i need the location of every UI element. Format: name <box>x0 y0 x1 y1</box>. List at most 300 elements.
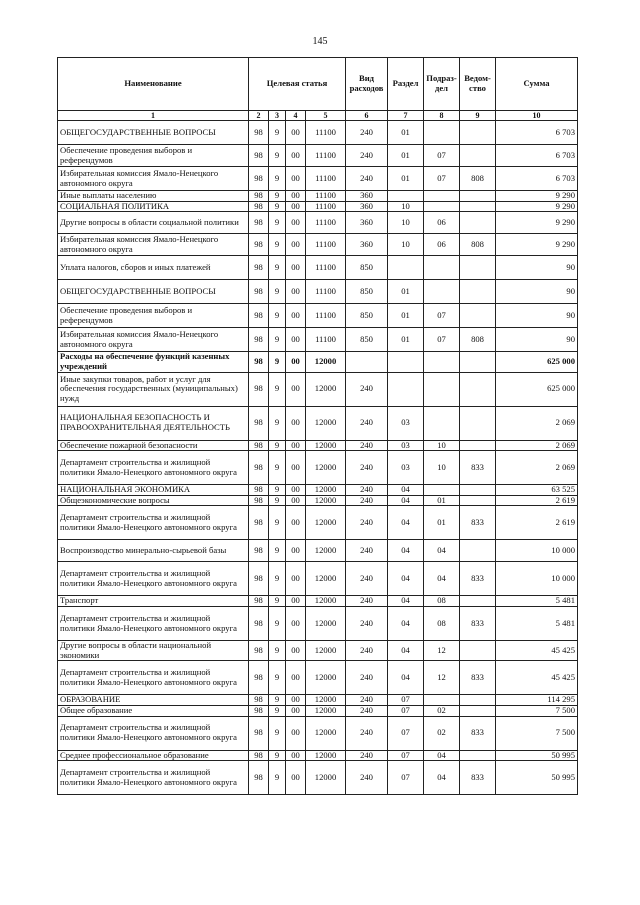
subsection-code: 12 <box>424 661 460 695</box>
table-row <box>58 280 578 304</box>
target-code-1: 98 <box>249 372 269 406</box>
table-row <box>58 304 578 328</box>
header-razdel: Раздел <box>388 58 424 111</box>
expense-type: 240 <box>346 661 388 695</box>
subsection-code <box>424 191 460 202</box>
amount: 45 425 <box>496 661 578 695</box>
department-code <box>460 372 496 406</box>
target-code-4: 11100 <box>306 212 346 234</box>
subsection-code: 04 <box>424 761 460 795</box>
target-code-1: 98 <box>249 121 269 145</box>
table-row <box>58 562 578 596</box>
target-code-2: 9 <box>269 540 286 562</box>
department-code <box>460 495 496 506</box>
target-code-3: 00 <box>286 451 306 485</box>
section-code: 07 <box>388 761 424 795</box>
department-code <box>460 145 496 167</box>
target-code-4: 12000 <box>306 695 346 706</box>
target-code-4: 12000 <box>306 451 346 485</box>
department-code: 833 <box>460 716 496 750</box>
target-code-3: 00 <box>286 695 306 706</box>
expense-type: 240 <box>346 121 388 145</box>
target-code-3: 00 <box>286 596 306 607</box>
section-code: 07 <box>388 750 424 761</box>
target-code-1: 98 <box>249 705 269 716</box>
table-body <box>58 121 578 795</box>
department-code <box>460 540 496 562</box>
subsection-code: 02 <box>424 716 460 750</box>
row-name: Департамент строительства и жилищной политики Ямало-Ненецкого автономного округа <box>58 716 249 750</box>
target-code-2: 9 <box>269 661 286 695</box>
target-code-1: 98 <box>249 280 269 304</box>
target-code-1: 98 <box>249 304 269 328</box>
expense-type: 850 <box>346 304 388 328</box>
subsection-code <box>424 352 460 372</box>
subsection-code <box>424 406 460 440</box>
target-code-3: 00 <box>286 234 306 256</box>
section-code <box>388 352 424 372</box>
amount: 9 290 <box>496 234 578 256</box>
target-code-4: 11100 <box>306 167 346 191</box>
amount: 6 703 <box>496 145 578 167</box>
amount: 63 525 <box>496 485 578 496</box>
table-row <box>58 596 578 607</box>
subsection-code: 04 <box>424 540 460 562</box>
target-code-2: 9 <box>269 406 286 440</box>
column-number-row <box>58 111 578 121</box>
subsection-code <box>424 280 460 304</box>
target-code-1: 98 <box>249 256 269 280</box>
row-name: Среднее профессиональное образование <box>58 750 249 761</box>
amount: 2 069 <box>496 440 578 451</box>
target-code-2: 9 <box>269 695 286 706</box>
target-code-3: 00 <box>286 304 306 328</box>
amount: 10 000 <box>496 562 578 596</box>
target-code-4: 12000 <box>306 607 346 641</box>
amount: 7 500 <box>496 716 578 750</box>
target-code-2: 9 <box>269 145 286 167</box>
target-code-1: 98 <box>249 562 269 596</box>
subsection-code: 10 <box>424 451 460 485</box>
target-code-3: 00 <box>286 716 306 750</box>
table-row <box>58 485 578 496</box>
expense-type: 240 <box>346 562 388 596</box>
department-code <box>460 695 496 706</box>
department-code <box>460 191 496 202</box>
target-code-4: 12000 <box>306 661 346 695</box>
target-code-3: 00 <box>286 191 306 202</box>
section-code: 01 <box>388 304 424 328</box>
department-code: 833 <box>460 562 496 596</box>
table-row <box>58 440 578 451</box>
table-row <box>58 352 578 372</box>
expense-type: 240 <box>346 167 388 191</box>
table-row <box>58 145 578 167</box>
expense-type: 240 <box>346 695 388 706</box>
target-code-1: 98 <box>249 661 269 695</box>
target-code-2: 9 <box>269 641 286 661</box>
department-code <box>460 121 496 145</box>
subsection-code <box>424 256 460 280</box>
target-code-2: 9 <box>269 562 286 596</box>
row-name: Избирательная комиссия Ямало-Ненецкого автономного округа <box>58 328 249 352</box>
section-code: 04 <box>388 607 424 641</box>
row-name: ОБЩЕГОСУДАРСТВЕННЫЕ ВОПРОСЫ <box>58 121 249 145</box>
department-code: 833 <box>460 451 496 485</box>
target-code-1: 98 <box>249 695 269 706</box>
target-code-1: 98 <box>249 328 269 352</box>
row-name: Другие вопросы в области социальной политики <box>58 212 249 234</box>
target-code-1: 98 <box>249 607 269 641</box>
target-code-4: 12000 <box>306 506 346 540</box>
section-code: 01 <box>388 121 424 145</box>
target-code-1: 98 <box>249 234 269 256</box>
expense-type <box>346 352 388 372</box>
table-row <box>58 506 578 540</box>
amount: 7 500 <box>496 705 578 716</box>
row-name: Избирательная комиссия Ямало-Ненецкого автономного округа <box>58 234 249 256</box>
header-vid: Вид расходов <box>346 58 388 111</box>
target-code-1: 98 <box>249 506 269 540</box>
section-code <box>388 191 424 202</box>
target-code-1: 98 <box>249 201 269 212</box>
expense-type: 240 <box>346 705 388 716</box>
target-code-3: 00 <box>286 705 306 716</box>
table-row <box>58 661 578 695</box>
target-code-2: 9 <box>269 234 286 256</box>
department-code: 833 <box>460 506 496 540</box>
expense-type: 240 <box>346 440 388 451</box>
expense-type: 240 <box>346 540 388 562</box>
expense-type: 240 <box>346 641 388 661</box>
section-code <box>388 256 424 280</box>
department-code <box>460 256 496 280</box>
department-code: 833 <box>460 661 496 695</box>
row-name: ОБРАЗОВАНИЕ <box>58 695 249 706</box>
table-row <box>58 641 578 661</box>
target-code-1: 98 <box>249 596 269 607</box>
table-row <box>58 234 578 256</box>
row-name: Общеэкономические вопросы <box>58 495 249 506</box>
target-code-3: 00 <box>286 506 306 540</box>
table-row <box>58 716 578 750</box>
row-name: Обеспечение пожарной безопасности <box>58 440 249 451</box>
row-name: Департамент строительства и жилищной политики Ямало-Ненецкого автономного округа <box>58 506 249 540</box>
amount: 2 619 <box>496 506 578 540</box>
amount: 90 <box>496 280 578 304</box>
amount: 2 619 <box>496 495 578 506</box>
row-name: Департамент строительства и жилищной политики Ямало-Ненецкого автономного округа <box>58 761 249 795</box>
row-name: Иные выплаты населению <box>58 191 249 202</box>
subsection-code: 07 <box>424 145 460 167</box>
subsection-code: 08 <box>424 607 460 641</box>
section-code <box>388 372 424 406</box>
target-code-3: 00 <box>286 750 306 761</box>
subsection-code: 06 <box>424 212 460 234</box>
target-code-2: 9 <box>269 352 286 372</box>
subsection-code <box>424 201 460 212</box>
target-code-1: 98 <box>249 212 269 234</box>
amount: 9 290 <box>496 191 578 202</box>
header-row <box>58 58 578 111</box>
target-code-2: 9 <box>269 304 286 328</box>
table-row <box>58 761 578 795</box>
department-code <box>460 212 496 234</box>
target-code-4: 12000 <box>306 485 346 496</box>
target-code-4: 11100 <box>306 304 346 328</box>
subsection-code: 04 <box>424 750 460 761</box>
target-code-3: 00 <box>286 607 306 641</box>
target-code-2: 9 <box>269 607 286 641</box>
table-row <box>58 695 578 706</box>
subsection-code: 07 <box>424 167 460 191</box>
expense-type: 850 <box>346 256 388 280</box>
section-code: 07 <box>388 695 424 706</box>
header-target: Целевая статья <box>249 58 346 111</box>
section-code: 04 <box>388 506 424 540</box>
table-row <box>58 607 578 641</box>
target-code-1: 98 <box>249 495 269 506</box>
target-code-2: 9 <box>269 440 286 451</box>
row-name: Транспорт <box>58 596 249 607</box>
expense-type: 240 <box>346 145 388 167</box>
row-name: Иные закупки товаров, работ и услуг для обеспечения государственных (муниципальных) нужд <box>58 372 249 406</box>
target-code-4: 11100 <box>306 280 346 304</box>
table-row <box>58 201 578 212</box>
amount: 6 703 <box>496 121 578 145</box>
target-code-3: 00 <box>286 495 306 506</box>
column-number: 7 <box>388 111 424 121</box>
target-code-2: 9 <box>269 280 286 304</box>
row-name: Другие вопросы в области национальной экономики <box>58 641 249 661</box>
department-code <box>460 440 496 451</box>
target-code-3: 00 <box>286 328 306 352</box>
subsection-code: 08 <box>424 596 460 607</box>
target-code-1: 98 <box>249 145 269 167</box>
expense-type: 850 <box>346 328 388 352</box>
amount: 50 995 <box>496 761 578 795</box>
section-code: 04 <box>388 596 424 607</box>
department-code <box>460 280 496 304</box>
expense-type: 240 <box>346 506 388 540</box>
target-code-4: 12000 <box>306 406 346 440</box>
target-code-1: 98 <box>249 191 269 202</box>
section-code: 01 <box>388 328 424 352</box>
column-number: 10 <box>496 111 578 121</box>
amount: 9 290 <box>496 201 578 212</box>
target-code-2: 9 <box>269 121 286 145</box>
target-code-1: 98 <box>249 406 269 440</box>
target-code-4: 12000 <box>306 705 346 716</box>
expense-type: 240 <box>346 596 388 607</box>
column-number: 6 <box>346 111 388 121</box>
target-code-2: 9 <box>269 328 286 352</box>
target-code-4: 12000 <box>306 562 346 596</box>
target-code-3: 00 <box>286 352 306 372</box>
department-code: 833 <box>460 607 496 641</box>
amount: 90 <box>496 328 578 352</box>
row-name: НАЦИОНАЛЬНАЯ БЕЗОПАСНОСТЬ И ПРАВООХРАНИТЕЛЬНАЯ ДЕЯТЕЛЬНОСТЬ <box>58 406 249 440</box>
target-code-1: 98 <box>249 451 269 485</box>
target-code-3: 00 <box>286 372 306 406</box>
amount: 625 000 <box>496 372 578 406</box>
amount: 50 995 <box>496 750 578 761</box>
budget-table <box>57 57 578 795</box>
expense-type: 240 <box>346 607 388 641</box>
expense-type: 360 <box>346 212 388 234</box>
column-number: 4 <box>286 111 306 121</box>
subsection-code: 07 <box>424 328 460 352</box>
row-name: НАЦИОНАЛЬНАЯ ЭКОНОМИКА <box>58 485 249 496</box>
expense-type: 240 <box>346 716 388 750</box>
department-code <box>460 406 496 440</box>
target-code-3: 00 <box>286 201 306 212</box>
target-code-3: 00 <box>286 121 306 145</box>
department-code <box>460 304 496 328</box>
row-name: Избирательная комиссия Ямало-Ненецкого автономного округа <box>58 167 249 191</box>
target-code-1: 98 <box>249 641 269 661</box>
target-code-3: 00 <box>286 212 306 234</box>
column-number: 3 <box>269 111 286 121</box>
page-number: 145 <box>312 36 328 47</box>
target-code-2: 9 <box>269 506 286 540</box>
expense-type: 360 <box>346 201 388 212</box>
target-code-2: 9 <box>269 495 286 506</box>
target-code-2: 9 <box>269 372 286 406</box>
target-code-3: 00 <box>286 256 306 280</box>
expense-type: 240 <box>346 372 388 406</box>
target-code-4: 11100 <box>306 328 346 352</box>
amount: 10 000 <box>496 540 578 562</box>
target-code-4: 11100 <box>306 121 346 145</box>
expense-type: 240 <box>346 406 388 440</box>
column-number: 9 <box>460 111 496 121</box>
target-code-2: 9 <box>269 761 286 795</box>
target-code-1: 98 <box>249 750 269 761</box>
target-code-1: 98 <box>249 167 269 191</box>
header-name: Наименование <box>58 58 249 111</box>
section-code: 10 <box>388 201 424 212</box>
amount: 5 481 <box>496 607 578 641</box>
table-row <box>58 540 578 562</box>
target-code-2: 9 <box>269 167 286 191</box>
table-row <box>58 191 578 202</box>
department-code <box>460 352 496 372</box>
table-row <box>58 406 578 440</box>
amount: 6 703 <box>496 167 578 191</box>
target-code-4: 11100 <box>306 234 346 256</box>
row-name: СОЦИАЛЬНАЯ ПОЛИТИКА <box>58 201 249 212</box>
amount: 2 069 <box>496 451 578 485</box>
target-code-3: 00 <box>286 641 306 661</box>
target-code-4: 12000 <box>306 750 346 761</box>
section-code: 04 <box>388 641 424 661</box>
table-row <box>58 256 578 280</box>
table-row <box>58 451 578 485</box>
target-code-1: 98 <box>249 485 269 496</box>
target-code-3: 00 <box>286 562 306 596</box>
column-number: 2 <box>249 111 269 121</box>
target-code-2: 9 <box>269 256 286 280</box>
row-name: Воспроизводство минерально-сырьевой базы <box>58 540 249 562</box>
subsection-code: 12 <box>424 641 460 661</box>
target-code-2: 9 <box>269 212 286 234</box>
subsection-code <box>424 695 460 706</box>
department-code <box>460 641 496 661</box>
subsection-code: 01 <box>424 495 460 506</box>
amount: 45 425 <box>496 641 578 661</box>
row-name: ОБЩЕГОСУДАРСТВЕННЫЕ ВОПРОСЫ <box>58 280 249 304</box>
target-code-2: 9 <box>269 596 286 607</box>
target-code-3: 00 <box>286 406 306 440</box>
target-code-4: 12000 <box>306 495 346 506</box>
expense-type: 240 <box>346 495 388 506</box>
amount: 9 290 <box>496 212 578 234</box>
column-number: 8 <box>424 111 460 121</box>
target-code-2: 9 <box>269 705 286 716</box>
subsection-code <box>424 372 460 406</box>
target-code-3: 00 <box>286 440 306 451</box>
section-code: 10 <box>388 234 424 256</box>
target-code-2: 9 <box>269 485 286 496</box>
expense-type: 240 <box>346 761 388 795</box>
subsection-code: 01 <box>424 506 460 540</box>
section-code: 04 <box>388 661 424 695</box>
table-header <box>58 58 578 121</box>
amount: 625 000 <box>496 352 578 372</box>
table-row <box>58 705 578 716</box>
table-row <box>58 212 578 234</box>
section-code: 01 <box>388 145 424 167</box>
target-code-4: 11100 <box>306 201 346 212</box>
row-name: Расходы на обеспечение функций казенных учреждений <box>58 352 249 372</box>
subsection-code <box>424 485 460 496</box>
table-row <box>58 328 578 352</box>
target-code-3: 00 <box>286 280 306 304</box>
row-name: Департамент строительства и жилищной политики Ямало-Ненецкого автономного округа <box>58 451 249 485</box>
department-code: 808 <box>460 234 496 256</box>
subsection-code: 07 <box>424 304 460 328</box>
amount: 90 <box>496 304 578 328</box>
target-code-2: 9 <box>269 451 286 485</box>
section-code: 04 <box>388 485 424 496</box>
row-name: Департамент строительства и жилищной политики Ямало-Ненецкого автономного округа <box>58 661 249 695</box>
amount: 114 295 <box>496 695 578 706</box>
expense-type: 240 <box>346 750 388 761</box>
expense-type: 360 <box>346 234 388 256</box>
amount: 2 069 <box>496 406 578 440</box>
target-code-4: 12000 <box>306 596 346 607</box>
target-code-4: 12000 <box>306 761 346 795</box>
section-code: 04 <box>388 562 424 596</box>
target-code-3: 00 <box>286 485 306 496</box>
section-code: 03 <box>388 451 424 485</box>
target-code-4: 12000 <box>306 372 346 406</box>
target-code-1: 98 <box>249 440 269 451</box>
target-code-4: 12000 <box>306 716 346 750</box>
target-code-1: 98 <box>249 352 269 372</box>
section-code: 01 <box>388 280 424 304</box>
target-code-2: 9 <box>269 750 286 761</box>
department-code <box>460 705 496 716</box>
target-code-4: 12000 <box>306 641 346 661</box>
target-code-2: 9 <box>269 201 286 212</box>
section-code: 03 <box>388 440 424 451</box>
department-code: 833 <box>460 761 496 795</box>
row-name: Департамент строительства и жилищной политики Ямало-Ненецкого автономного округа <box>58 607 249 641</box>
table-row <box>58 167 578 191</box>
amount: 90 <box>496 256 578 280</box>
